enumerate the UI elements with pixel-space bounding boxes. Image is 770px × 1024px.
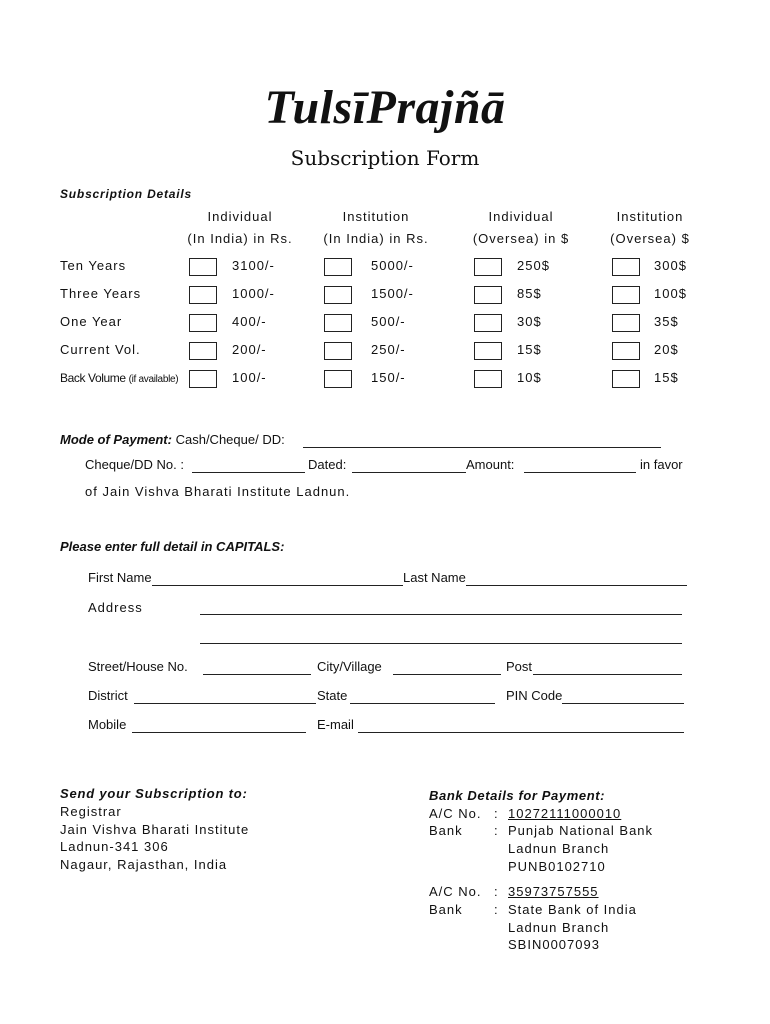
checkbox-back-volume-individual-india[interactable]: [189, 370, 217, 388]
last-name-label: Last Name: [403, 570, 466, 585]
state-label: State: [317, 688, 348, 703]
col-individual-india-line1: Individual: [207, 209, 273, 224]
checkbox-back-volume-institution-oversea[interactable]: [612, 370, 640, 388]
street-label: Street/House No.: [88, 659, 188, 674]
bank-details-heading: Bank Details for Payment:: [429, 788, 606, 803]
price-ten-years-individual-india: 3100/-: [232, 258, 275, 273]
bank2-ifsc: SBIN0007093: [508, 937, 600, 952]
price-current-vol-institution-india: 250/-: [371, 342, 406, 357]
checkbox-back-volume-institution-india[interactable]: [324, 370, 352, 388]
back-volume-label: Back Volume: [60, 371, 126, 385]
bank2-branch: Ladnun Branch: [508, 920, 610, 935]
checkbox-one-year-individual-india[interactable]: [189, 314, 217, 332]
subscription-details-heading: Subscription Details: [60, 187, 193, 201]
cheque-no-field[interactable]: [192, 472, 305, 473]
email-field[interactable]: [358, 732, 684, 733]
checkbox-three-years-institution-oversea[interactable]: [612, 286, 640, 304]
email-label: E-mail: [317, 717, 354, 732]
price-ten-years-institution-oversea: 300$: [654, 258, 687, 273]
price-current-vol-institution-oversea: 20$: [654, 342, 679, 357]
row-label-current-vol: Current Vol.: [60, 342, 141, 357]
checkbox-current-vol-individual-oversea[interactable]: [474, 342, 502, 360]
address-field-line1[interactable]: [200, 614, 682, 615]
row-label-three-years: Three Years: [60, 286, 142, 301]
city-field[interactable]: [393, 674, 501, 675]
col-individual-oversea-line1: Individual: [488, 209, 554, 224]
state-field[interactable]: [350, 703, 495, 704]
price-three-years-individual-india: 1000/-: [232, 286, 275, 301]
bank1-bank-name: Punjab National Bank: [508, 823, 654, 838]
bank1-branch: Ladnun Branch: [508, 841, 610, 856]
col-institution-oversea-line1: Institution: [616, 209, 684, 224]
mobile-label: Mobile: [88, 717, 127, 732]
street-field[interactable]: [203, 674, 311, 675]
cheque-no-label: Cheque/DD No. :: [85, 457, 184, 472]
bank2-bank-name: State Bank of India: [508, 902, 637, 917]
payment-mode-field[interactable]: [303, 447, 661, 448]
col-institution-oversea-line2: (Oversea) $: [610, 231, 690, 246]
price-ten-years-individual-oversea: 250$: [517, 258, 550, 273]
checkbox-three-years-institution-india[interactable]: [324, 286, 352, 304]
checkbox-one-year-institution-oversea[interactable]: [612, 314, 640, 332]
price-one-year-individual-india: 400/-: [232, 314, 267, 329]
price-back-volume-institution-india: 150/-: [371, 370, 406, 385]
bank1-ac-label: A/C No.: [429, 806, 482, 821]
checkbox-current-vol-institution-india[interactable]: [324, 342, 352, 360]
back-volume-note: (if available): [128, 374, 179, 385]
amount-field[interactable]: [524, 472, 636, 473]
mobile-field[interactable]: [132, 732, 306, 733]
price-ten-years-institution-india: 5000/-: [371, 258, 414, 273]
mode-of-payment-options: Cash/Cheque/ DD:: [175, 432, 285, 447]
price-three-years-individual-oversea: 85$: [517, 286, 542, 301]
checkbox-three-years-individual-oversea[interactable]: [474, 286, 502, 304]
address-label: Address: [88, 600, 143, 615]
form-title: TulsīPrajñā: [264, 81, 506, 134]
bank2-ac-number: 35973757555: [508, 884, 599, 899]
checkbox-back-volume-individual-oversea[interactable]: [474, 370, 502, 388]
row-label-back-volume: [60, 371, 178, 385]
col-institution-india-line2: (In India) in Rs.: [323, 231, 429, 246]
amount-label: Amount:: [466, 457, 515, 472]
bank2-ac-sep: :: [494, 884, 499, 899]
checkbox-one-year-individual-oversea[interactable]: [474, 314, 502, 332]
col-individual-oversea-line2: (Oversea) in $: [472, 231, 570, 246]
address-field-line2[interactable]: [200, 643, 682, 644]
send-to-line-2: Jain Vishva Bharati Institute: [60, 822, 250, 837]
price-back-volume-institution-oversea: 15$: [654, 370, 679, 385]
bank1-bank-label: Bank: [429, 823, 463, 838]
favor-institute-text: of Jain Vishva Bharati Institute Ladnun.: [85, 484, 351, 499]
send-to-line-4: Nagaur, Rajasthan, India: [60, 857, 228, 872]
send-to-line-1: Registrar: [60, 804, 122, 819]
row-label-one-year: One Year: [60, 314, 123, 329]
price-three-years-institution-oversea: 100$: [654, 286, 687, 301]
price-three-years-institution-india: 1500/-: [371, 286, 414, 301]
checkbox-current-vol-institution-oversea[interactable]: [612, 342, 640, 360]
send-to-heading: Send your Subscription to:: [60, 786, 248, 801]
mode-of-payment-label: Mode of Payment:: [60, 432, 172, 447]
checkbox-one-year-institution-india[interactable]: [324, 314, 352, 332]
price-current-vol-individual-india: 200/-: [232, 342, 267, 357]
checkbox-ten-years-individual-oversea[interactable]: [474, 258, 502, 276]
bank1-ac-sep: :: [494, 806, 499, 821]
dated-field[interactable]: [352, 472, 466, 473]
district-label: District: [88, 688, 128, 703]
send-to-line-3: Ladnun-341 306: [60, 839, 169, 854]
row-label-ten-years: Ten Years: [60, 258, 127, 273]
post-label: Post: [506, 659, 533, 674]
price-current-vol-individual-oversea: 15$: [517, 342, 542, 357]
price-one-year-individual-oversea: 30$: [517, 314, 542, 329]
last-name-field[interactable]: [466, 585, 687, 586]
form-subtitle: Subscription Form: [290, 146, 480, 170]
city-label: City/Village: [317, 659, 382, 674]
price-one-year-institution-india: 500/-: [371, 314, 406, 329]
checkbox-three-years-individual-india[interactable]: [189, 286, 217, 304]
col-individual-india-line2: (In India) in Rs.: [187, 231, 293, 246]
checkbox-ten-years-institution-india[interactable]: [324, 258, 352, 276]
first-name-label: First Name: [88, 570, 152, 585]
checkbox-ten-years-individual-india[interactable]: [189, 258, 217, 276]
bank1-bank-sep: :: [494, 823, 499, 838]
dated-label: Dated:: [308, 457, 347, 472]
bank2-ac-label: A/C No.: [429, 884, 482, 899]
col-institution-india-line1: Institution: [342, 209, 410, 224]
first-name-field[interactable]: [152, 585, 403, 586]
checkbox-current-vol-individual-india[interactable]: [189, 342, 217, 360]
price-back-volume-individual-oversea: 10$: [517, 370, 542, 385]
post-field[interactable]: [533, 674, 682, 675]
bank2-bank-label: Bank: [429, 902, 463, 917]
capitals-heading: Please enter full detail in CAPITALS:: [60, 539, 285, 554]
price-one-year-institution-oversea: 35$: [654, 314, 679, 329]
district-field[interactable]: [134, 703, 316, 704]
pin-code-label: PIN Code: [506, 688, 563, 703]
price-back-volume-individual-india: 100/-: [232, 370, 267, 385]
bank2-bank-sep: :: [494, 902, 499, 917]
pin-code-field[interactable]: [562, 703, 684, 704]
in-favor-label: in favor: [640, 457, 683, 472]
bank1-ifsc: PUNB0102710: [508, 859, 606, 874]
mode-of-payment-line: [60, 432, 285, 447]
bank1-ac-number: 10272111000010: [508, 806, 622, 821]
checkbox-ten-years-institution-oversea[interactable]: [612, 258, 640, 276]
